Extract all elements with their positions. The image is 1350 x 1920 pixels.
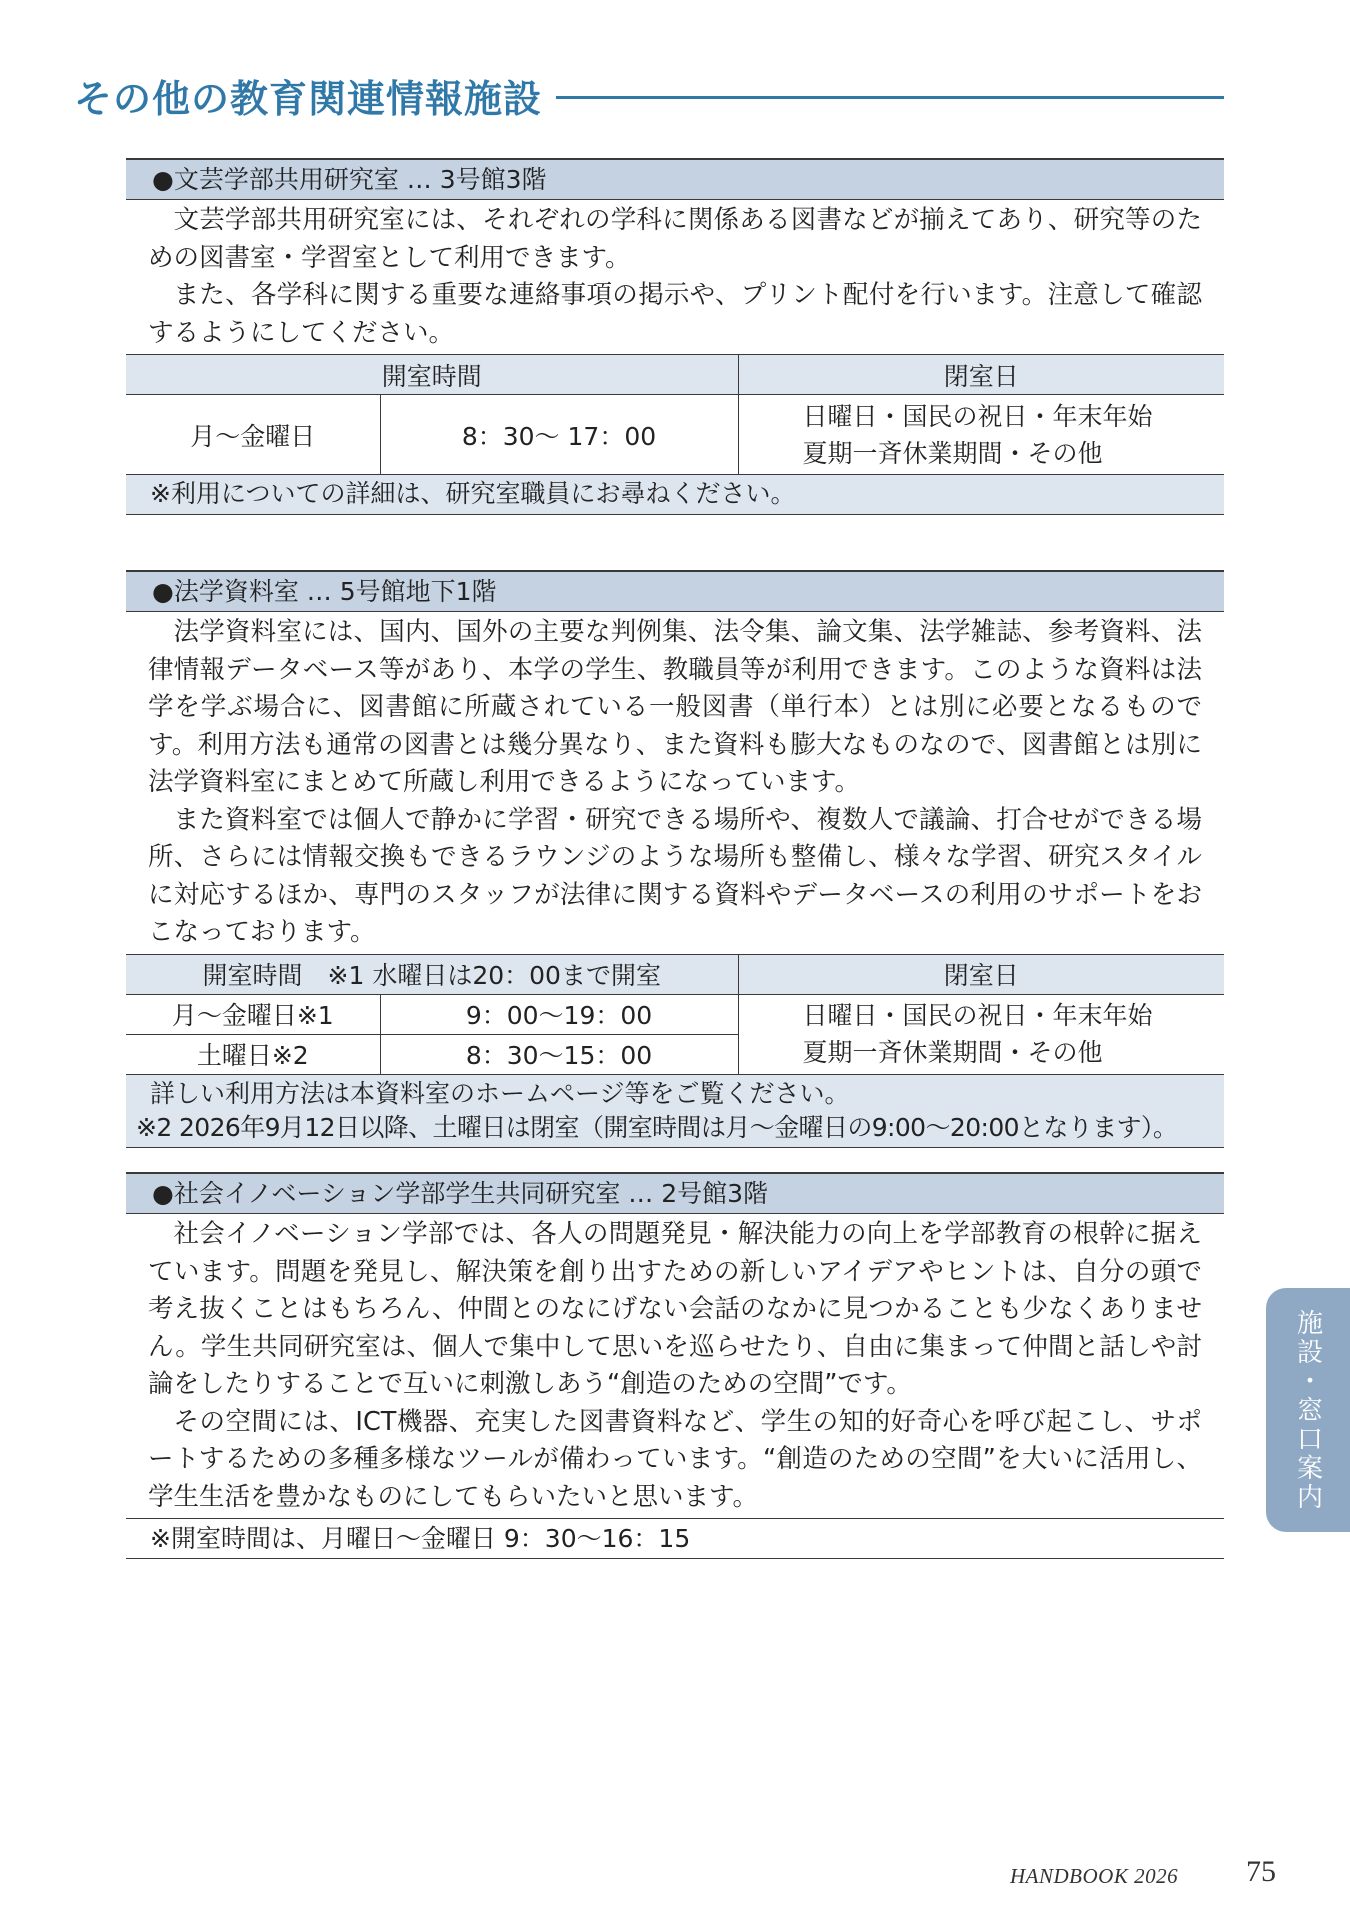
closed-line: 夏期一斉休業期間・その他: [802, 1038, 1103, 1067]
closed-days-header: 閉室日: [738, 954, 1224, 994]
paragraph: また資料室では個人で静かに学習・研究できる場所や、複数人で議論、打合せができる場所、さらには情報交換もできるラウンジのような場所も整備し、様々な学習、研究スタイルに対応するほか、専門のスタッフが法律に関する資料やデータベースの利用のサポートをおこなっております。: [148, 804, 1202, 947]
note-block: [126, 1075, 1224, 1148]
time-cell: 8：30～ 17：00: [380, 395, 738, 475]
closed-days-cell: [738, 395, 1224, 475]
note: ※利用についての詳細は、研究室職員にお尋ねください。: [126, 475, 1224, 515]
hours-table: [126, 954, 1224, 1075]
side-tab-label: 施設・窓口案内: [1292, 1308, 1323, 1512]
page-title-row: [74, 68, 1224, 122]
section-social-innovation: [126, 1172, 1224, 1559]
paragraph: また、各学科に関する重要な連絡事項の掲示や、プリント配付を行います。注意して確認するようにしてください。: [148, 280, 1202, 348]
note: 詳しい利用方法は本資料室のホームページ等をご覧ください。: [150, 1078, 850, 1108]
page-title: その他の教育関連情報施設: [74, 76, 543, 121]
section-bungei: [126, 158, 1224, 515]
note: ※開室時間は、月曜日～金曜日 9：30～16：15: [126, 1518, 1224, 1559]
open-hours-header: 開室時間: [126, 355, 738, 395]
closed-line: 日曜日・国民の祝日・年末年始: [802, 401, 1153, 431]
closed-line: 夏期一斉休業期間・その他: [802, 438, 1103, 468]
paragraph: その空間には、ICT機器、充実した図書資料など、学生の知的好奇心を呼び起こし、サポートするための多種多様なツールが備わっています。“創造のための空間”を大いに活用し、学生生活を豊かなものにしてもらいたいと思います。: [148, 1406, 1202, 1512]
open-hours-header: 開室時間 ※1 水曜日は20：00まで開室: [126, 954, 738, 994]
side-tab[interactable]: [1266, 1288, 1350, 1532]
title-rule: [556, 96, 1224, 99]
section-header: ●法学資料室 … 5号館地下1階: [126, 570, 1224, 612]
closed-line: 日曜日・国民の祝日・年末年始: [802, 1001, 1153, 1030]
closed-days-header: 閉室日: [738, 355, 1224, 395]
paragraph: 法学資料室には、国内、国外の主要な判例集、法令集、論文集、法学雑誌、参考資料、法律情報データベース等があり、本学の学生、教職員等が利用できます。このような資料は法学を学ぶ場合に、図書館に所蔵されている一般図書（単行本）とは別に必要となるものです。利用方法も通常の図書とは幾分異なり、また資料も膨大なものなので、図書館とは別に法学資料室にまとめて所蔵し利用できるようになっています。: [148, 617, 1202, 797]
paragraph: 社会イノベーション学部では、各人の問題発見・解決能力の向上を学部教育の根幹に据えています。問題を発見し、解決策を創り出すための新しいアイデアやヒントは、自分の頭で考え抜くことはもちろん、仲間とのなにげない会話のなかに見つかることも少なくありません。学生共同研究室は、個人で集中して思いを巡らせたり、自由に集まって仲間と話しや討論をしたりすることで互いに刺激しあう“創造のための空間”です。: [148, 1219, 1202, 1399]
hours-table: [126, 354, 1224, 475]
section-header: ●文芸学部共用研究室 … 3号館3階: [126, 158, 1224, 200]
day-cell: 土曜日※2: [126, 1034, 380, 1074]
section-header: ●社会イノベーション学部学生共同研究室 … 2号館3階: [126, 1172, 1224, 1214]
footer-label: HANDBOOK 2026: [1010, 1864, 1179, 1888]
time-cell: 9：00～19：00: [380, 994, 738, 1034]
day-cell: 月～金曜日: [126, 395, 380, 475]
closed-days-cell: [738, 994, 1224, 1074]
day-cell: 月～金曜日※1: [126, 994, 380, 1034]
page-number: 75: [1246, 1855, 1276, 1888]
paragraph: 文芸学部共用研究室には、それぞれの学科に関係ある図書などが揃えてあり、研究等のための図書室・学習室として利用できます。: [148, 205, 1202, 273]
section-hogaku: [126, 570, 1224, 1148]
note: ※2 2026年9月12日以降、土曜日は閉室（開室時間は月～金曜日の9:00～20:00となります）。: [136, 1112, 1178, 1142]
time-cell: 8：30～15：00: [380, 1034, 738, 1074]
